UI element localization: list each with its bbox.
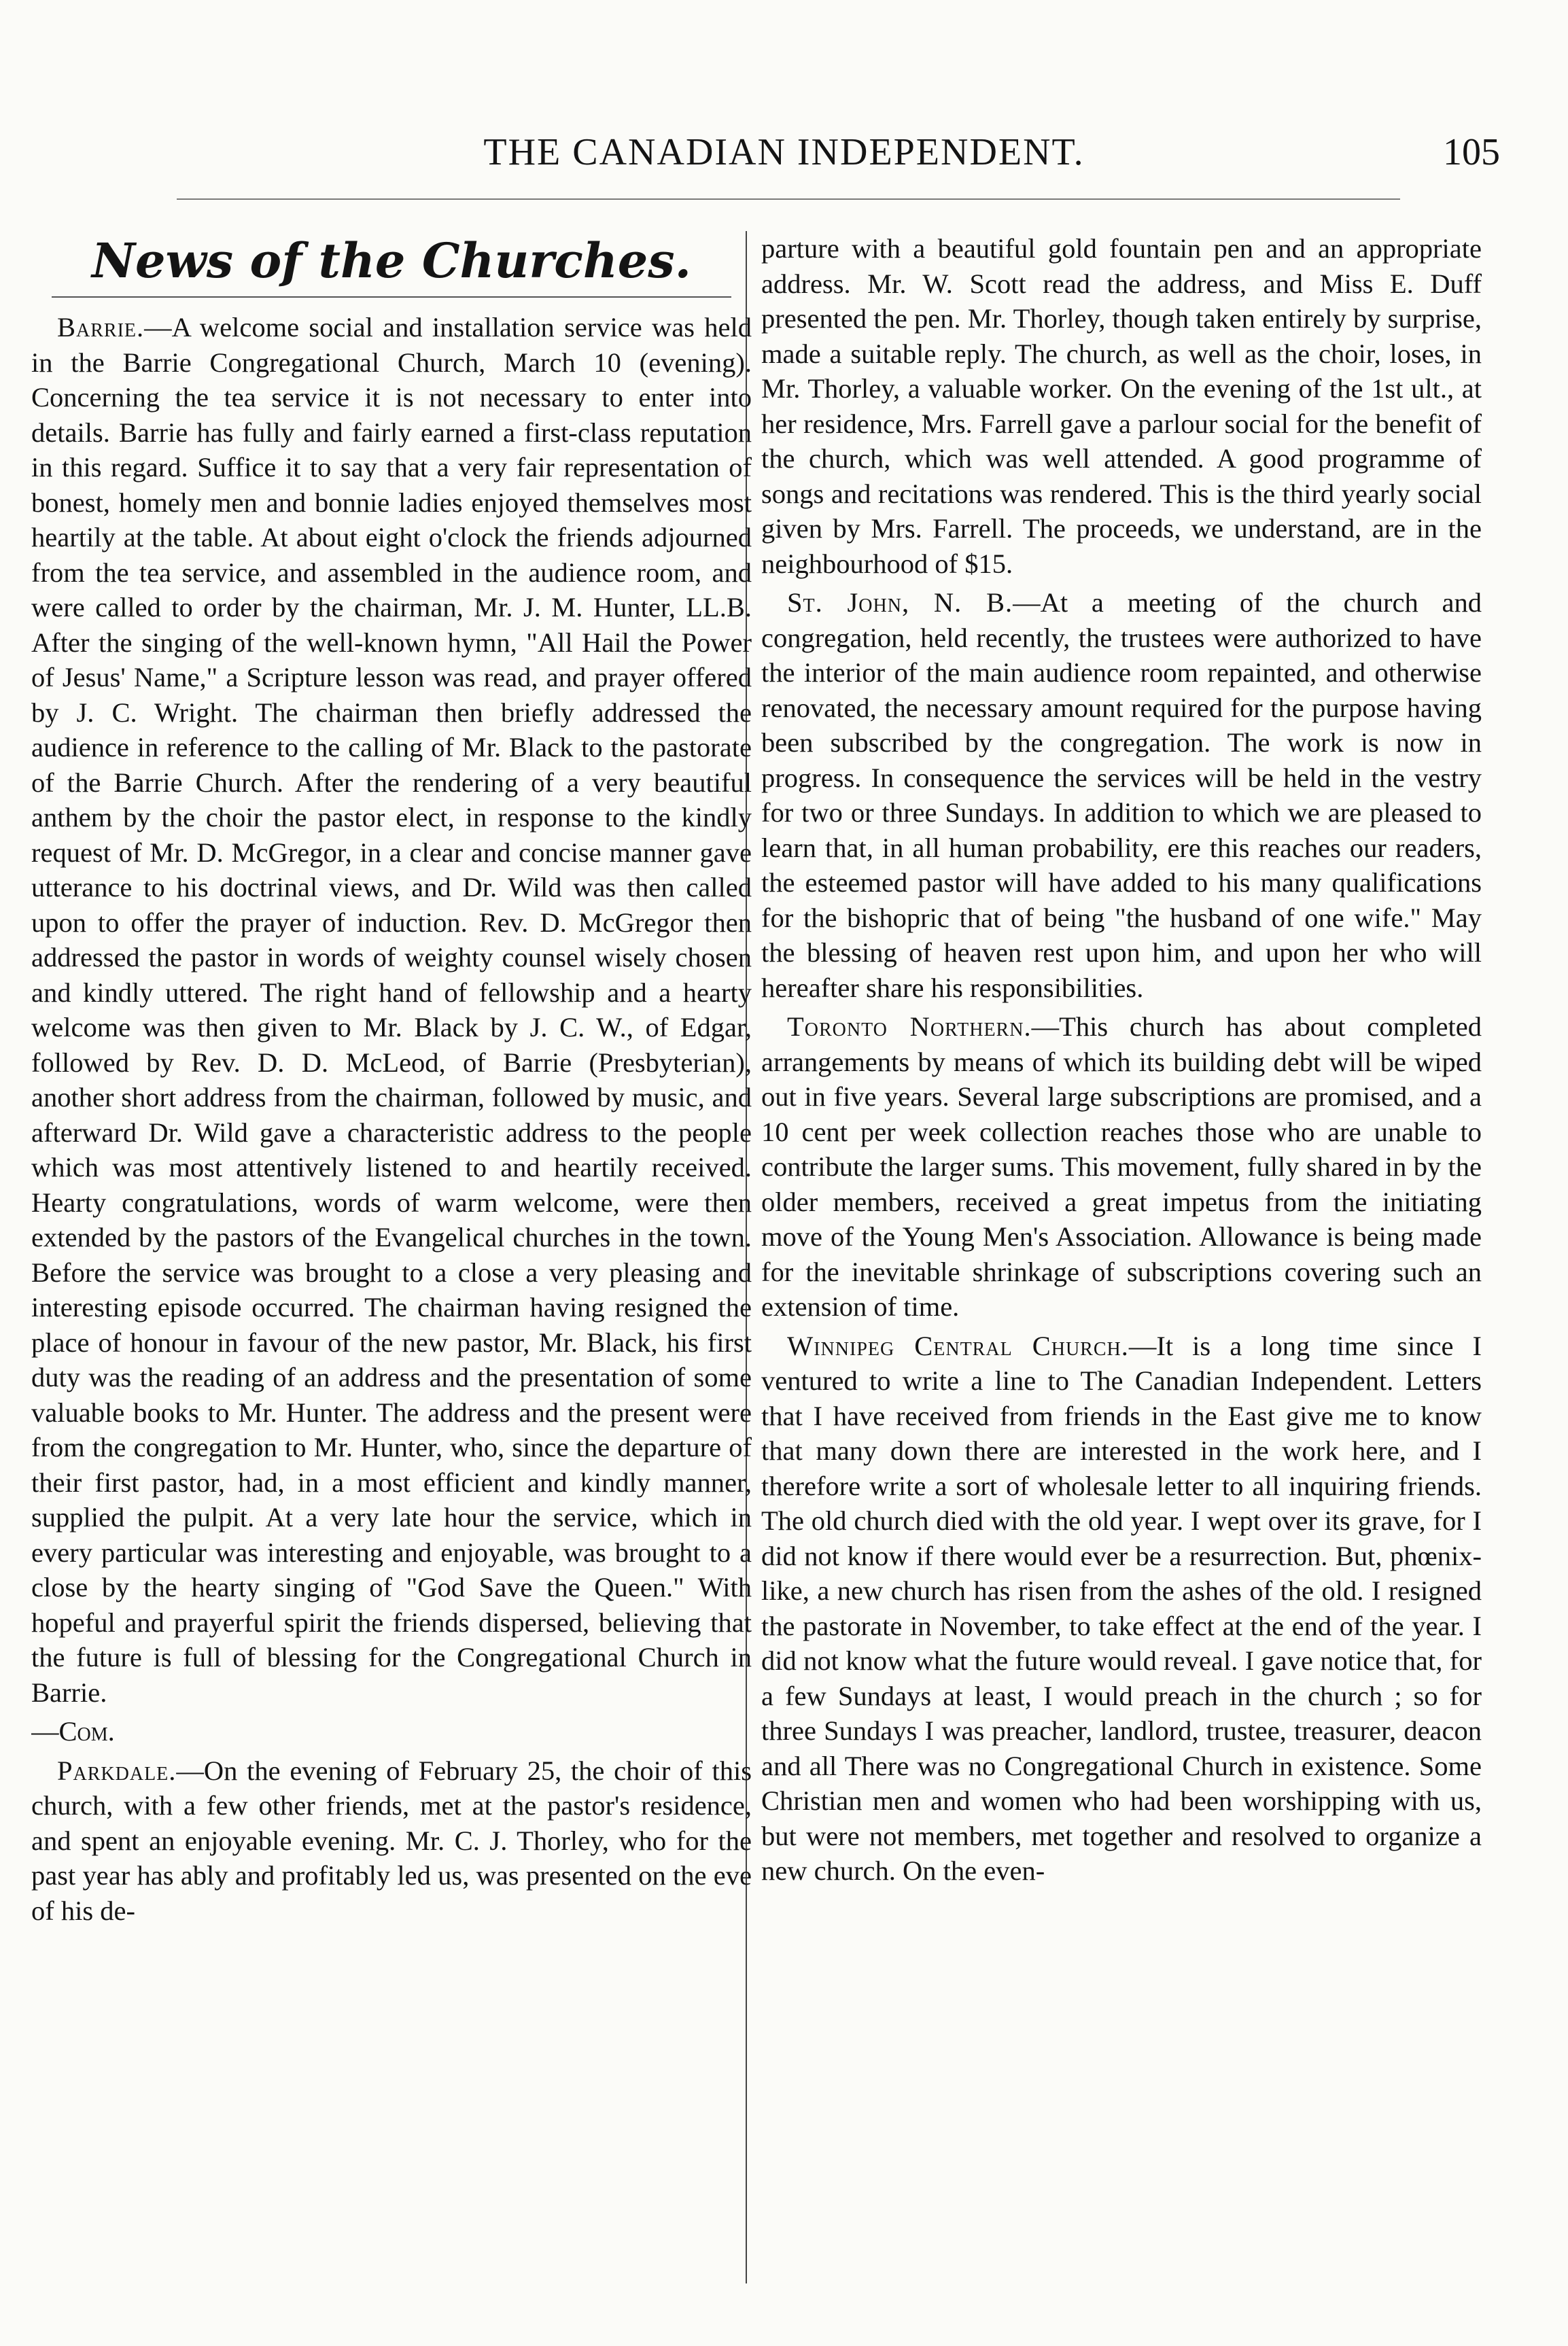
left-column <box>31 231 752 2304</box>
section-heading-block <box>31 231 752 291</box>
article-parkdale-continued: parture with a beautiful gold fountain pen and an appropriate address. Mr. W. Scott read the address, and Miss E. Duff presented the pen. Mr. Thorley, though taken entirely by surprise, made a suitable reply. The church, as well as the choir, loses, in Mr. Thorley, a valuable worker. On the evening of the 1st ult., at her residence, Mrs. Farrell gave a parlour social for the benefit of the church, which was well attended. A good programme of songs and recitations was rendered. This is the third yearly social given by Mrs. Farrell. The proceeds, we understand, are in the neighbourhood of $15. <box>761 233 1482 579</box>
place-barrie: Barrie. <box>57 312 145 343</box>
place-toronto-northern: Toronto Northern. <box>787 1011 1032 1042</box>
article-st-john <box>761 585 1482 1005</box>
article-winnipeg-text: —It is a long time since I ventured to write a line to The Canadian Independent. Letters that I have received from friends in the East give me to know that many down there are interested in the work here, and I therefore write a sort of wholesale letter to all inquiring friends. The old church died with the old year. I wept over its grave, for I did not know if there would ever be a resurrection. But, phœnix-like, a new church has risen from the ashes of the old. I resigned the pastorate in November, to take effect at the end of the year. I did not know what the future would reveal. I gave notice that, for a few Sundays at least, I would preach in the church ; so for three Sundays I was preacher, landlord, trustee, treasurer, deacon and all There was no Congregational Church in existence. Some Christian men and women who had been worshipping with us, but were not members, met together and resolved to organize a new church. On the even- <box>761 1330 1482 1886</box>
section-heading: News of the Churches. <box>91 232 692 289</box>
article-barrie-text: —A welcome social and installation service was held in the Barrie Congregational Church, March 10 (evening). Concerning the tea service it is not necessary to enter into details. Barrie has fully and fairly earned a first-class reputation in this regard. Suffice it to say that a very fair representation of bonest, homely men and bonnie ladies enjoyed themselves most heartily at the table. At about eight o'clock the friends adjourned from the tea service, and assembled in the audience room, and were called to order by the chairman, Mr. J. M. Hunter, LL.B. After the singing of the well-known hymn, "All Hail the Power of Jesus' Name," a Scripture lesson was read, and prayer offered by J. C. Wright. The chairman then briefly addressed the audience in reference to the calling of Mr. Black to the pastorate of the Barrie Church. After the rendering of a very beautiful anthem by the choir the pastor elect, in response to the kindly request of Mr. D. McGregor, in a clear and concise manner gave utterance to his doctrinal views, and Dr. Wild was then called upon to offer the prayer of induction. Rev. D. McGregor then addressed the pastor in words of weighty counsel wisely chosen and kindly uttered. The right hand of fellowship and a hearty welcome was then given to Mr. Black by J. C. W., of Edgar, followed by Rev. D. D. McLeod, of Barrie (Presbyterian), another short address from the chairman, followed by music, and afterward Dr. Wild gave a characteristic address to the people which was most attentively listened to and heartily received. Hearty congratulations, words of warm welcome, were then extended by the pastors of the Evangelical churches in the town. Before the service was brought to a close a very pleasing and interesting episode occurred. The chairman having resigned the place of honour in favour of the new pastor, Mr. Black, his first duty was the reading of an address and the presentation of some valuable books to Mr. Hunter. The address and the present were from the congregation to Mr. Hunter, who, since the departure of their first pastor, had, in a most efficient and kindly manner, supplied the pulpit. At a very late hour the service, which in every particular was interesting and enjoyable, was brought to a close by the hearty singing of "God Save the Queen." With hopeful and prayerful spirit the friends dispersed, believing that the future is full of blessing for the Congregational Church in Barrie. <box>31 312 752 1708</box>
signature-com: —Com. <box>31 1716 115 1747</box>
journal-title: THE CANADIAN INDEPENDENT. <box>483 131 1085 173</box>
page-number: 105 <box>1443 131 1500 173</box>
header-rule <box>177 198 1400 200</box>
article-parkdale <box>31 1753 752 1929</box>
heading-rule <box>52 296 731 298</box>
article-toronto-northern <box>761 1009 1482 1325</box>
place-winnipeg: Winnipeg Central Church. <box>787 1330 1129 1361</box>
article-barrie-signature <box>31 1714 752 1749</box>
article-barrie <box>31 310 752 1710</box>
article-parkdale-text: —On the evening of February 25, the choir of this church, with a few other friends, met at the pastor's residence, and spent an enjoyable evening. Mr. C. J. Thorley, who for the past year has ably and profitably led us, was presented on the eve of his de- <box>31 1755 752 1926</box>
running-head <box>0 130 1568 192</box>
article-st-john-text: —At a meeting of the church and congregation, held recently, the trustees were authorized to have the interior of the main audience room repainted, and otherwise renovated, the necessary amount required for the purpose having been subscribed by the congregation. The work is now in progress. In consequence the services will be held in the vestry for two or three Sundays. In addition to which we are pleased to learn that, in all human probability, ere this reaches our readers, the esteemed pastor will have added to his many qualifications for the bishopric that of being "the husband of one wife." May the blessing of heaven rest upon him, and upon her who will hereafter share his responsibilities. <box>761 587 1482 1003</box>
right-column <box>761 231 1482 2304</box>
article-toronto-northern-text: —This church has about completed arrangements by means of which its building debt will be wiped out in five years. Several large subscriptions are promised, and a 10 cent per week collection reaches those who are unable to contribute the larger sums. This movement, fully shared in by the older members, received a great impetus from the initiating move of the Young Men's Association. Allowance is being made for the inevitable shrinkage of subscriptions covering such an extension of time. <box>761 1011 1482 1322</box>
place-parkdale: Parkdale. <box>57 1755 177 1786</box>
article-winnipeg <box>761 1329 1482 1889</box>
place-st-john: St. John, N. B. <box>787 587 1013 618</box>
